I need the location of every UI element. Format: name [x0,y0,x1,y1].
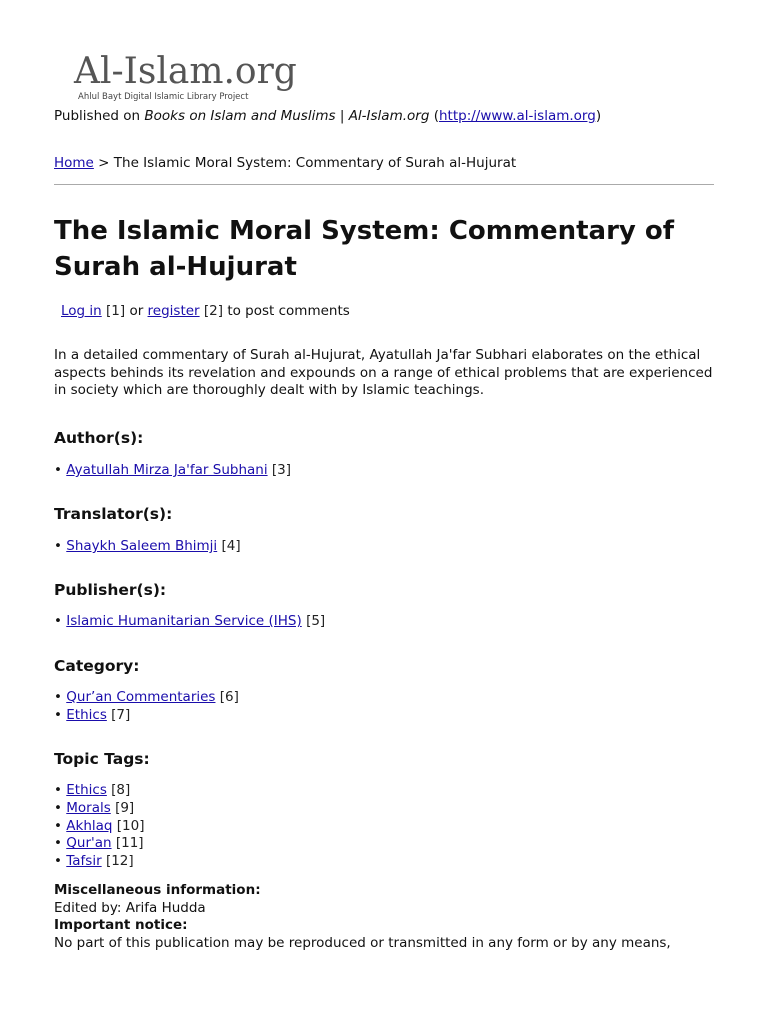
divider [54,184,714,185]
authors-heading: Author(s): [54,429,144,447]
tag-ref: [9] [115,799,135,816]
list-item [54,462,291,480]
translators-heading: Translator(s): [54,505,173,523]
list-item [54,782,144,800]
author-link[interactable]: Ayatullah Mirza Ja'far Subhani [66,462,268,478]
tag-link[interactable]: Akhlaq [66,817,113,834]
category-list [54,689,239,725]
breadcrumb [54,155,516,171]
published-site-name: Al-Islam.org [348,108,430,124]
published-url-link[interactable]: http://www.al-islam.org [438,108,596,124]
site-logo[interactable] [72,51,312,106]
translators-list [54,538,241,556]
published-paren-open: ( [433,108,439,124]
login-suffix: to post comments [227,303,350,319]
published-prefix: Published on [54,108,141,124]
login-or: or [129,303,144,319]
tag-link[interactable]: Tafsir [66,853,102,870]
category-link[interactable]: Ethics [66,706,107,723]
category-ref: [6] [219,689,239,705]
breadcrumb-current: The Islamic Moral System: Commentary of Surah al-Hujurat [113,155,517,171]
tag-ref: [11] [115,835,144,852]
notice-heading: Important notice: [54,917,188,933]
intro-paragraph: In a detailed commentary of Surah al-Hujurat, Ayatullah Ja'far Subhari elaborates on the ethical aspects behinds its revelation and expounds on a range of ethical problems that are experienced in society which are thoroughly dealt with by Islamic teachings. [54,347,713,398]
category-heading: Category: [54,657,140,675]
category-ref: [7] [111,706,131,723]
login-ref: [1] [106,303,126,319]
tag-link[interactable]: Qur'an [66,835,112,852]
publisher-ref: [5] [306,613,326,629]
misc-info [54,882,744,952]
published-line [54,107,601,125]
published-separator: | [339,108,345,124]
register-ref: [2] [203,303,224,319]
authors-list [54,462,291,480]
publisher-link[interactable]: Islamic Humanitarian Service (IHS) [66,613,302,629]
login-line [61,303,350,319]
translator-link[interactable]: Shaykh Saleem Bhimji [66,538,218,554]
translator-ref: [4] [221,538,241,554]
list-item [54,835,144,853]
tag-ref: [8] [111,782,131,798]
tag-ref: [12] [105,853,134,870]
published-paren-close: ) [595,108,602,124]
logo-tagline: Ahlul Bayt Digital Islamic Library Project [78,92,249,102]
category-link[interactable]: Qur’an Commentaries [66,689,216,705]
publishers-heading: Publisher(s): [54,581,167,599]
login-link[interactable]: Log in [61,303,102,319]
tag-ref: [10] [116,817,145,834]
list-item [54,707,239,725]
list-item [54,689,239,707]
tag-link[interactable]: Morals [66,799,111,816]
page-title: The Islamic Moral System: Commentary of Surah al-Hujurat [54,216,675,282]
list-item [54,818,144,836]
topic-tags-heading: Topic Tags: [54,750,150,768]
breadcrumb-separator: > [98,155,110,171]
published-site: Books on Islam and Muslims [144,108,336,124]
list-item [54,800,144,818]
breadcrumb-home-link[interactable]: Home [54,155,94,171]
register-link[interactable]: register [147,303,200,319]
list-item [54,613,325,631]
list-item [54,853,144,871]
list-item [54,538,241,556]
topic-tags-list [54,782,144,871]
notice-text: No part of this publication may be reproduced or transmitted in any form or by any means, [54,934,671,951]
misc-heading: Miscellaneous information: [54,882,261,898]
author-ref: [3] [271,462,292,478]
publishers-list [54,613,325,631]
tag-link[interactable]: Ethics [66,782,107,798]
edited-by: Edited by: Arifa Hudda [54,899,206,916]
logo-wordmark: Al-Islam.org [74,51,297,92]
